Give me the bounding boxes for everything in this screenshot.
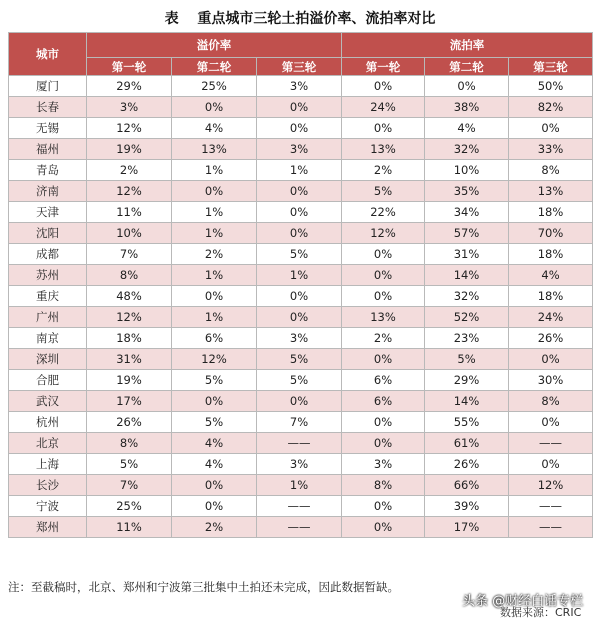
value-cell: 0% (342, 76, 425, 97)
city-cell: 苏州 (9, 265, 87, 286)
table-row (9, 265, 593, 286)
table-row (9, 160, 593, 181)
value-cell: 3% (257, 328, 342, 349)
value-cell: 0% (342, 433, 425, 454)
value-cell: 0% (257, 307, 342, 328)
value-cell: 5% (257, 370, 342, 391)
value-cell: 0% (342, 244, 425, 265)
value-cell: 1% (257, 160, 342, 181)
value-cell: 12% (87, 118, 172, 139)
value-cell: 26% (87, 412, 172, 433)
value-cell: 3% (342, 454, 425, 475)
value-cell: 10% (425, 160, 509, 181)
value-cell: 29% (87, 76, 172, 97)
value-cell: 0% (342, 286, 425, 307)
value-cell: 0% (509, 349, 593, 370)
value-cell: 0% (172, 286, 257, 307)
value-cell: 12% (172, 349, 257, 370)
table-body (9, 76, 593, 538)
value-cell: 23% (425, 328, 509, 349)
value-cell: 11% (87, 202, 172, 223)
value-cell: 0% (257, 391, 342, 412)
city-cell: 深圳 (9, 349, 87, 370)
city-cell: 青岛 (9, 160, 87, 181)
value-cell: 25% (172, 76, 257, 97)
value-cell: 50% (509, 76, 593, 97)
value-cell: 2% (342, 160, 425, 181)
value-cell: 34% (425, 202, 509, 223)
table-row (9, 244, 593, 265)
round-header: 第三轮 (257, 58, 342, 76)
city-cell: 杭州 (9, 412, 87, 433)
value-cell: 8% (87, 265, 172, 286)
value-cell: 13% (342, 307, 425, 328)
value-cell: 39% (425, 496, 509, 517)
value-cell: 6% (172, 328, 257, 349)
value-cell: 0% (342, 265, 425, 286)
value-cell: —— (509, 433, 593, 454)
value-cell: 2% (342, 328, 425, 349)
value-cell: 5% (87, 454, 172, 475)
data-source: 数据来源：CRIC (500, 606, 582, 619)
value-cell: 0% (257, 223, 342, 244)
value-cell: 22% (342, 202, 425, 223)
table-row (9, 118, 593, 139)
value-cell: 0% (342, 517, 425, 538)
table-row (9, 517, 593, 538)
value-cell: 8% (342, 475, 425, 496)
value-cell: 8% (509, 391, 593, 412)
header-row-rounds (9, 58, 593, 76)
value-cell: 0% (257, 97, 342, 118)
table-row (9, 454, 593, 475)
round-header: 第二轮 (425, 58, 509, 76)
city-cell: 郑州 (9, 517, 87, 538)
value-cell: 0% (342, 118, 425, 139)
value-cell: 2% (172, 244, 257, 265)
value-cell: 31% (87, 349, 172, 370)
table-row (9, 496, 593, 517)
value-cell: 1% (172, 307, 257, 328)
table-row (9, 139, 593, 160)
value-cell: 70% (509, 223, 593, 244)
value-cell: 4% (172, 118, 257, 139)
value-cell: 0% (509, 118, 593, 139)
round-header: 第二轮 (172, 58, 257, 76)
table-row (9, 97, 593, 118)
value-cell: 0% (172, 475, 257, 496)
value-cell: 29% (425, 370, 509, 391)
table-row (9, 475, 593, 496)
value-cell: 5% (425, 349, 509, 370)
value-cell: 4% (509, 265, 593, 286)
value-cell: 25% (87, 496, 172, 517)
round-header: 第三轮 (509, 58, 593, 76)
table-row (9, 433, 593, 454)
round-header: 第一轮 (87, 58, 172, 76)
value-cell: 14% (425, 391, 509, 412)
value-cell: 5% (172, 412, 257, 433)
table-row (9, 76, 593, 97)
table-row (9, 181, 593, 202)
value-cell: 3% (257, 139, 342, 160)
city-cell: 厦门 (9, 76, 87, 97)
value-cell: —— (509, 496, 593, 517)
value-cell: 12% (87, 307, 172, 328)
city-cell: 广州 (9, 307, 87, 328)
city-cell: 济南 (9, 181, 87, 202)
value-cell: 0% (257, 118, 342, 139)
value-cell: 5% (257, 349, 342, 370)
value-cell: 18% (87, 328, 172, 349)
value-cell: 1% (257, 475, 342, 496)
value-cell: 32% (425, 139, 509, 160)
value-cell: 0% (509, 454, 593, 475)
value-cell: 1% (172, 202, 257, 223)
value-cell: 7% (257, 412, 342, 433)
land-auction-table (8, 32, 593, 538)
table-row (9, 412, 593, 433)
value-cell: 5% (342, 181, 425, 202)
value-cell: 6% (342, 370, 425, 391)
value-cell: 0% (425, 76, 509, 97)
city-cell: 成都 (9, 244, 87, 265)
value-cell: 38% (425, 97, 509, 118)
value-cell: 66% (425, 475, 509, 496)
value-cell: 3% (87, 97, 172, 118)
value-cell: 0% (172, 391, 257, 412)
value-cell: 5% (257, 244, 342, 265)
value-cell: 0% (257, 181, 342, 202)
value-cell: 13% (509, 181, 593, 202)
value-cell: 10% (87, 223, 172, 244)
value-cell: 8% (509, 160, 593, 181)
table-row (9, 286, 593, 307)
footnote: 注：至截稿时，北京、郑州和宁波第三批集中土拍还未完成，因此数据暂缺。 (8, 580, 399, 594)
city-cell: 重庆 (9, 286, 87, 307)
table-row (9, 370, 593, 391)
value-cell: 0% (342, 496, 425, 517)
premium-rate-header: 溢价率 (87, 33, 342, 58)
value-cell: 31% (425, 244, 509, 265)
city-cell: 沈阳 (9, 223, 87, 244)
table-row (9, 223, 593, 244)
failed-auction-rate-header: 流拍率 (342, 33, 593, 58)
value-cell: 0% (342, 412, 425, 433)
value-cell: 24% (342, 97, 425, 118)
table-row (9, 349, 593, 370)
value-cell: 0% (257, 202, 342, 223)
header-row-groups (9, 33, 593, 58)
city-cell: 北京 (9, 433, 87, 454)
city-cell: 无锡 (9, 118, 87, 139)
value-cell: 18% (509, 286, 593, 307)
value-cell: 52% (425, 307, 509, 328)
value-cell: 35% (425, 181, 509, 202)
city-cell: 长沙 (9, 475, 87, 496)
value-cell: 1% (172, 265, 257, 286)
city-cell: 宁波 (9, 496, 87, 517)
round-header: 第一轮 (342, 58, 425, 76)
value-cell: 57% (425, 223, 509, 244)
value-cell: 12% (87, 181, 172, 202)
value-cell: 11% (87, 517, 172, 538)
value-cell: 55% (425, 412, 509, 433)
value-cell: 4% (172, 454, 257, 475)
value-cell: 0% (172, 181, 257, 202)
value-cell: 24% (509, 307, 593, 328)
value-cell: 0% (257, 286, 342, 307)
value-cell: 12% (342, 223, 425, 244)
table-row (9, 391, 593, 412)
value-cell: 14% (425, 265, 509, 286)
value-cell: 0% (172, 97, 257, 118)
watermark: 头条 @财经白话专栏 (462, 594, 584, 609)
value-cell: 26% (509, 328, 593, 349)
value-cell: 19% (87, 370, 172, 391)
value-cell: 32% (425, 286, 509, 307)
value-cell: 3% (257, 454, 342, 475)
table-row (9, 328, 593, 349)
value-cell: 17% (425, 517, 509, 538)
value-cell: 1% (172, 160, 257, 181)
value-cell: 18% (509, 202, 593, 223)
value-cell: 8% (87, 433, 172, 454)
value-cell: 0% (342, 349, 425, 370)
value-cell: 19% (87, 139, 172, 160)
value-cell: 61% (425, 433, 509, 454)
city-cell: 长春 (9, 97, 87, 118)
table-title: 表 重点城市三轮土拍溢价率、流拍率对比 (164, 11, 436, 27)
value-cell: 1% (172, 223, 257, 244)
value-cell: —— (257, 496, 342, 517)
value-cell: 12% (509, 475, 593, 496)
value-cell: 4% (172, 433, 257, 454)
value-cell: —— (257, 517, 342, 538)
city-cell: 武汉 (9, 391, 87, 412)
table-row (9, 307, 593, 328)
city-column-header: 城市 (9, 33, 87, 76)
value-cell: 30% (509, 370, 593, 391)
city-cell: 天津 (9, 202, 87, 223)
value-cell: 26% (425, 454, 509, 475)
value-cell: 1% (257, 265, 342, 286)
value-cell: 18% (509, 244, 593, 265)
value-cell: 2% (87, 160, 172, 181)
value-cell: 3% (257, 76, 342, 97)
value-cell: 17% (87, 391, 172, 412)
value-cell: 7% (87, 244, 172, 265)
value-cell: —— (509, 517, 593, 538)
value-cell: 13% (342, 139, 425, 160)
value-cell: 6% (342, 391, 425, 412)
city-cell: 南京 (9, 328, 87, 349)
value-cell: 82% (509, 97, 593, 118)
value-cell: 13% (172, 139, 257, 160)
city-cell: 上海 (9, 454, 87, 475)
value-cell: 0% (172, 496, 257, 517)
value-cell: 4% (425, 118, 509, 139)
value-cell: 48% (87, 286, 172, 307)
value-cell: 7% (87, 475, 172, 496)
value-cell: 33% (509, 139, 593, 160)
table-row (9, 202, 593, 223)
value-cell: —— (257, 433, 342, 454)
city-cell: 合肥 (9, 370, 87, 391)
value-cell: 0% (509, 412, 593, 433)
value-cell: 2% (172, 517, 257, 538)
city-cell: 福州 (9, 139, 87, 160)
value-cell: 5% (172, 370, 257, 391)
